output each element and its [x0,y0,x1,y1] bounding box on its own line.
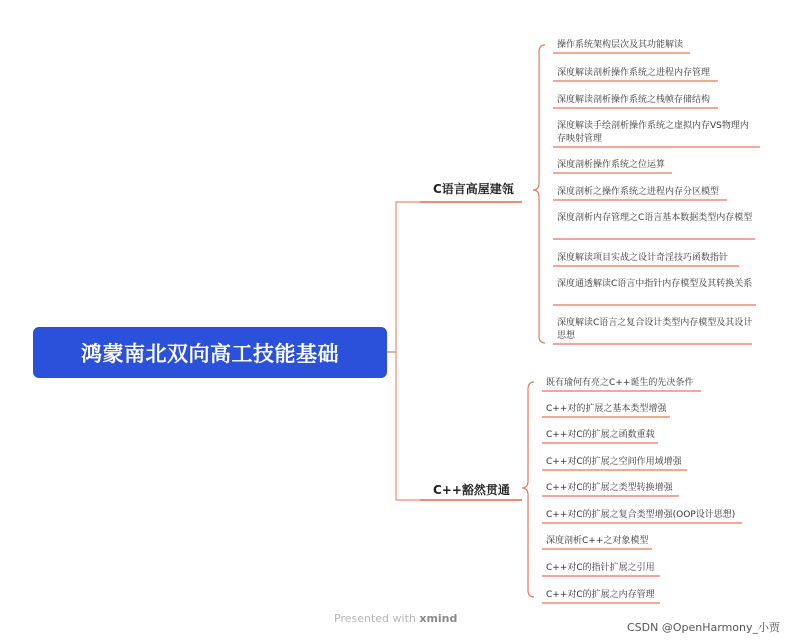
leaf-topic[interactable]: 深度解读C语言之复合设计类型内存模型及其设计思想 [557,318,753,341]
leaf-topic[interactable]: 深度解读剖析操作系统之栈帧存储结构 [557,95,711,105]
leaf-topic[interactable]: 深度解读手绘剖析操作系统之虚拟内存VS物理内存映射管理 [557,121,749,144]
xmind-logo-text: xmind [419,612,458,625]
csdn-watermark: CSDN @OpenHarmony_小贾 [626,621,780,634]
leaf-topic[interactable]: C++对C的指针扩展之引用 [546,563,655,573]
root-topic[interactable] [33,327,387,378]
leaf-topic[interactable]: 深度通透解读C语言中指针内存模型及其转换关系 [557,279,753,289]
leaf-topic[interactable]: C++对C的扩展之类型转换增强 [546,483,673,493]
presented-with-text: Presented with [334,612,416,625]
leaf-topic[interactable]: 深度剖析内存管理之C语言基本数据类型内存模型 [557,213,753,223]
leaf-topic[interactable]: 操作系统架构层次及其功能解读 [557,40,684,50]
leaf-topic[interactable]: 深度解读项目实战之设计奇淫技巧函数指针 [557,253,729,263]
leaf-topic[interactable]: 深度剖析操作系统之位运算 [557,160,666,170]
bracket-cpp [522,382,534,597]
branch-topic-cpp[interactable] [433,481,510,498]
connector-root-to-c [387,202,420,352]
root-topic-label: 鸿蒙南北双向高工技能基础 [81,341,339,366]
leaf-topic[interactable]: C++对C的扩展之复合类型增强(OOP设计思想) [546,510,736,520]
leaf-topic[interactable]: 既有瑜何有亮之C++诞生的先决条件 [546,378,694,388]
leaf-topic[interactable]: C++对C的扩展之空间作用域增强 [546,457,682,467]
connector-root-to-cpp [387,352,420,500]
leaf-topic[interactable]: C++对C的扩展之内存管理 [546,590,655,600]
branch-label: C语言高屋建瓴 [433,182,514,196]
leaf-topic[interactable]: 深度剖析之操作系统之进程内存分区模型 [557,187,720,197]
branch-label: C++豁然贯通 [433,483,510,497]
leaf-topic[interactable]: C++对的扩展之基本类型增强 [546,404,667,414]
branch-topic-c-language[interactable] [433,180,514,197]
leaf-topic[interactable]: 深度解读剖析操作系统之进程内存管理 [557,68,711,78]
leaf-topic[interactable]: 深度剖析C++之对象模型 [546,536,649,546]
bracket-c [533,45,545,343]
leaf-topic[interactable]: C++对C的扩展之函数重载 [546,430,655,440]
presented-with-footer [334,612,457,625]
